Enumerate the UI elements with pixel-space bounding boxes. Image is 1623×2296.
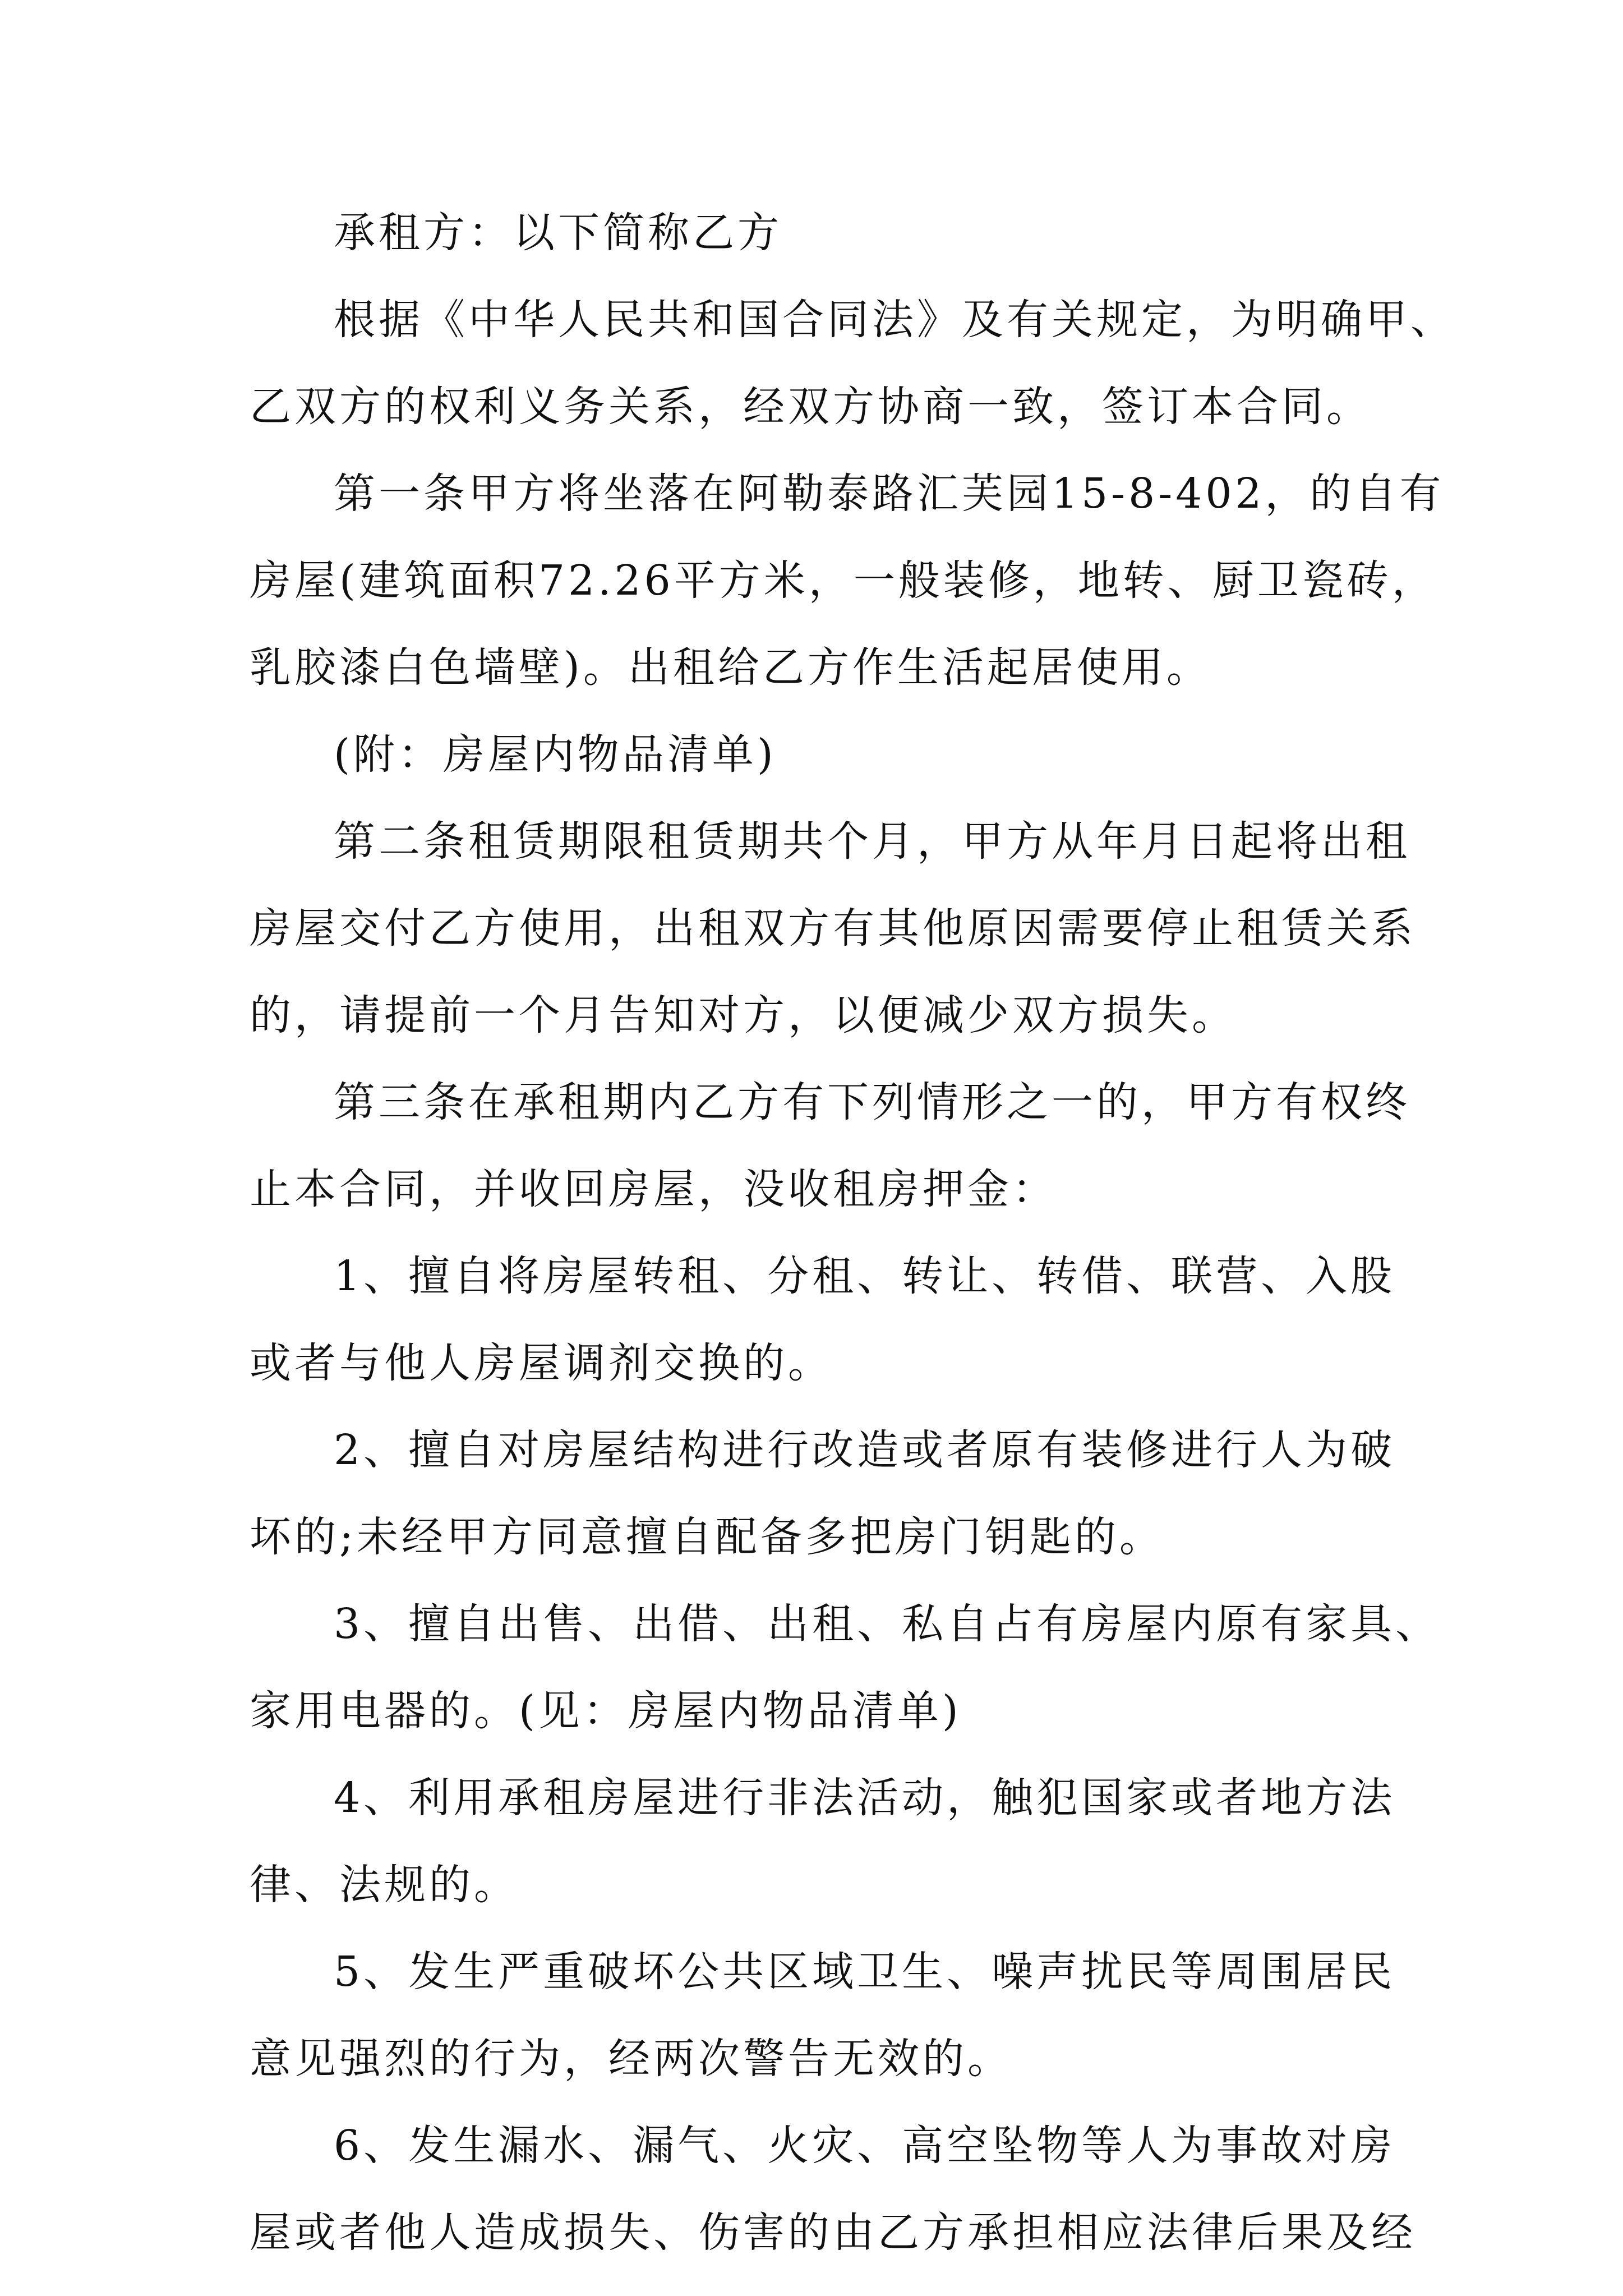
- text-line: 屋或者他人造成损失、伤害的由乙方承担相应法律后果及经: [250, 2208, 1416, 2257]
- text-line: 律、法规的。: [250, 1861, 519, 1909]
- text-line: 第二条租赁期限租赁期共个月，甲方从年月日起将出租: [334, 817, 1410, 866]
- text-line: 房屋交付乙方使用，出租双方有其他原因需要停止租赁关系: [250, 904, 1416, 953]
- text-line: 6、发生漏水、漏气、火灾、高空坠物等人为事故对房: [334, 2122, 1396, 2170]
- text-line: 止本合同，并收回房屋，没收租房押金：: [250, 1165, 1057, 1213]
- text-line: 第三条在承租期内乙方有下列情形之一的，甲方有权终: [334, 1078, 1410, 1126]
- text-line: 3、擅自出售、出借、出租、私自占有房屋内原有家具、: [334, 1600, 1441, 1648]
- text-line: (附：房屋内物品清单): [334, 730, 777, 779]
- text-line: 乳胶漆白色墙壁)。出租给乙方作生活起居使用。: [250, 643, 1211, 692]
- text-line: 2、擅自对房屋结构进行改造或者原有装修进行人为破: [334, 1426, 1396, 1474]
- text-line: 家用电器的。(见：房屋内物品清单): [250, 1687, 962, 1735]
- text-line: 承租方：以下简称乙方: [334, 209, 782, 257]
- text-line: 根据《中华人民共和国合同法》及有关规定，为明确甲、: [334, 296, 1455, 344]
- text-line: 房屋(建筑面积72.26平方米，一般装修，地转、厨卫瓷砖，: [250, 556, 1437, 605]
- text-line: 1、擅自将房屋转租、分租、转让、转借、联营、入股: [334, 1252, 1396, 1300]
- text-line: 的，请提前一个月告知对方，以便减少双方损失。: [250, 991, 1237, 1039]
- text-line: 4、利用承租房屋进行非法活动，触犯国家或者地方法: [334, 1774, 1396, 1822]
- text-line: 第一条甲方将坐落在阿勒泰路汇芙园15-8-402，的自有: [334, 470, 1445, 518]
- text-line: 乙双方的权利义务关系，经双方协商一致，签订本合同。: [250, 383, 1371, 431]
- text-line: 意见强烈的行为，经两次警告无效的。: [250, 2035, 1012, 2083]
- text-line: 5、发生严重破坏公共区域卫生、噪声扰民等周围居民: [334, 1948, 1396, 1996]
- text-line: 或者与他人房屋调剂交换的。: [250, 1339, 833, 1387]
- text-line: 坏的;未经甲方同意擅自配备多把房门钥匙的。: [250, 1513, 1164, 1561]
